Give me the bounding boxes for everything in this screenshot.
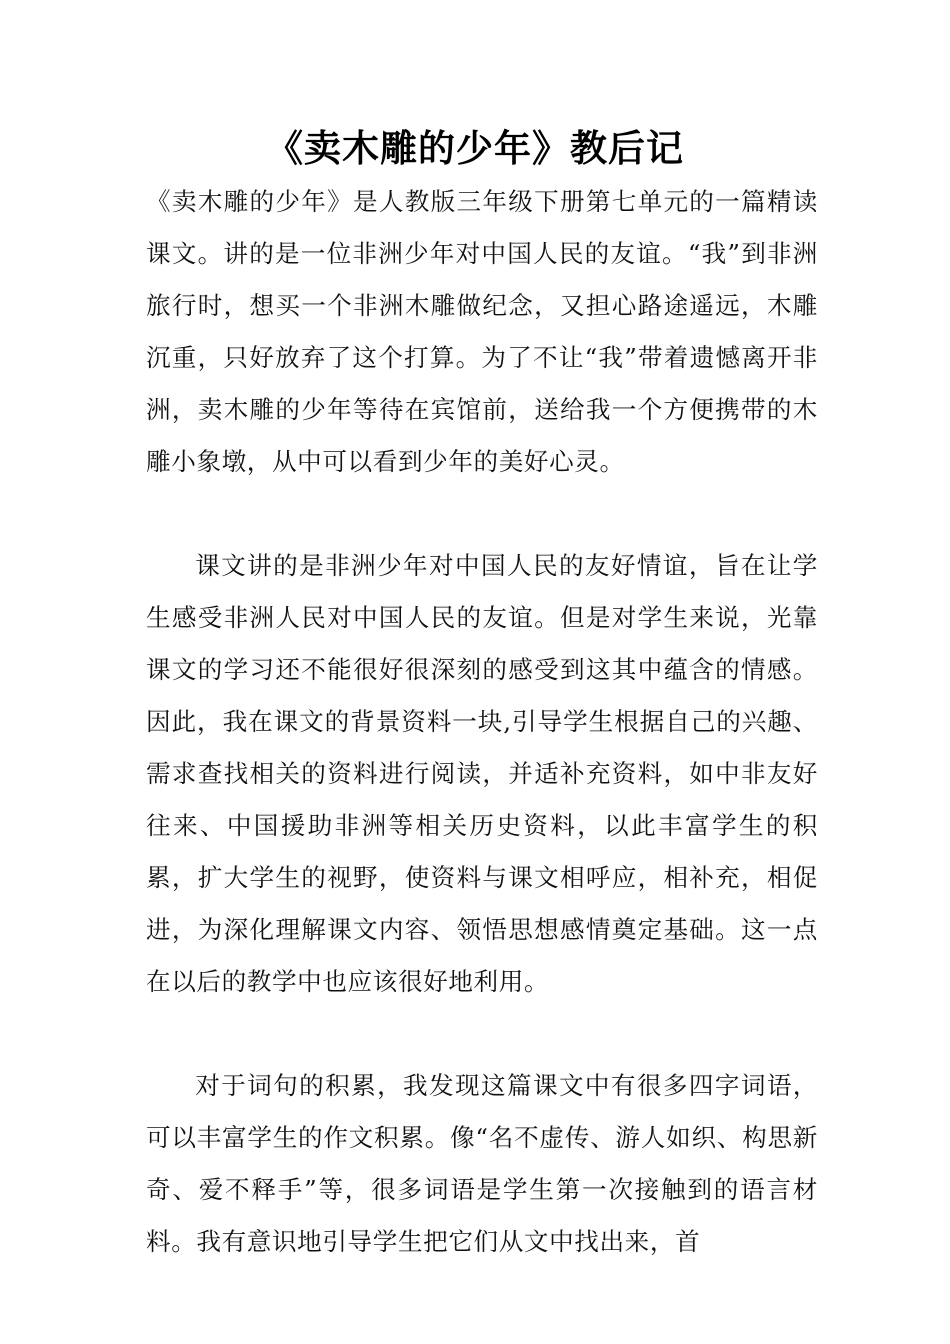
paragraph-background-materials: 课文讲的是非洲少年对中国人民的友好情谊，旨在让学生感受非洲人民对中国人民的友谊。但是对学生来说，光靠课文的学习还不能很好很深刻的感受到这其中蕴含的情感。因此，我在课文的背景资料一块,引导学生根据自己的兴趣、需求查找相关的资料进行阅读，并适补充资料，如中非友好往来、中国援助非洲等相关历史资料，以此丰富学生的积累，扩大学生的视野，使资料与课文相呼应，相补充，相促进，为深化理解课文内容、领悟思想感情奠定基础。这一点在以后的教学中也应该很好地利用。 xyxy=(146,551,818,996)
paragraph-vocabulary: 对于词句的积累，我发现这篇课文中有很多四字词语，可以丰富学生的作文积累。像“名不虚传、游人如织、构思新奇、爱不释手”等，很多词语是学生第一次接触到的语言材料。我有意识地引导学生把它们从文中找出来，首 xyxy=(146,1071,818,1256)
paragraph-gap xyxy=(146,488,818,540)
paragraph-gap xyxy=(146,1008,818,1060)
document-body xyxy=(146,176,818,1268)
paragraph-intro: 《卖木雕的少年》是人教版三年级下册第七单元的一篇精读课文。讲的是一位非洲少年对中国人民的友谊。“我”到非洲旅行时，想买一个非洲木雕做纪念，又担心路途遥远，木雕沉重，只好放弃了这个打算。为了不让“我”带着遗憾离开非洲，卖木雕的少年等待在宾馆前，送给我一个方便携带的木雕小象墩，从中可以看到少年的美好心灵。 xyxy=(146,187,818,476)
document-title: 《卖木雕的少年》教后记 xyxy=(266,127,684,170)
